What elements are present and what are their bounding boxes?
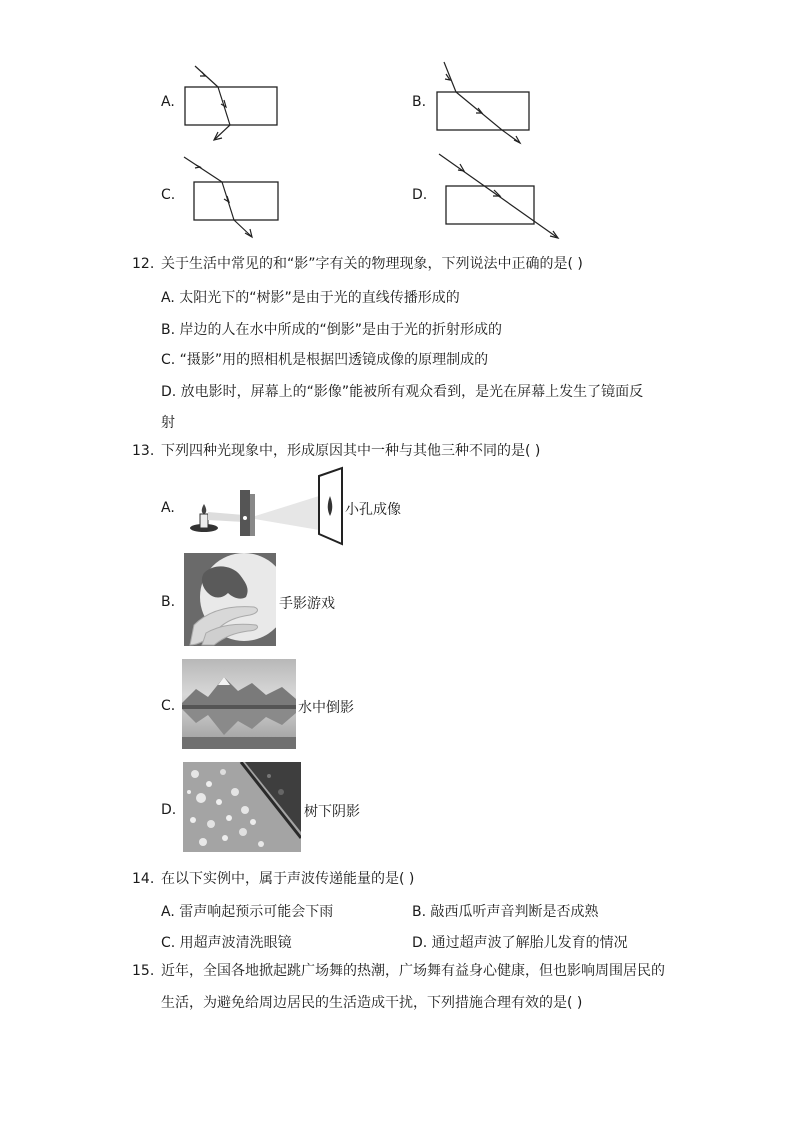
q13-option-a-caption: 小孔成像 bbox=[345, 502, 401, 518]
q14-stem: 在以下实例中，属于声波传递能量的是( ) bbox=[161, 871, 415, 887]
q12-option-d: D. 放电影时，屏幕上的“影像”能被所有观众看到，是光在屏幕上发生了镜面反 bbox=[161, 384, 644, 400]
q11-option-a-letter: A. bbox=[161, 94, 175, 110]
q12-number: 12. bbox=[132, 256, 155, 272]
q14-option-c: C. 用超声波清洗眼镜 bbox=[161, 935, 292, 951]
q11-option-c-letter: C. bbox=[161, 187, 176, 203]
q12-option-c: C. “摄影”用的照相机是根据凹透镜成像的原理制成的 bbox=[161, 352, 489, 368]
q14-option-d: D. 通过超声波了解胎儿发育的情况 bbox=[412, 935, 628, 951]
q13-option-a-letter: A. bbox=[161, 500, 175, 516]
q14-option-b: B. 敲西瓜听声音判断是否成熟 bbox=[412, 904, 599, 920]
q15-stem-line2: 生活，为避免给周边居民的生活造成干扰，下列措施合理有效的是( ) bbox=[161, 995, 583, 1011]
q13-number: 13. bbox=[132, 443, 155, 459]
pinhole-camera-icon bbox=[184, 468, 344, 546]
q13-option-d-caption: 树下阴影 bbox=[304, 804, 360, 820]
q12-option-a: A. 太阳光下的“树影”是由于光的直线传播形成的 bbox=[161, 290, 460, 306]
hand-shadow-photo bbox=[184, 553, 276, 646]
q11-option-b-letter: B. bbox=[412, 94, 427, 110]
tree-shadow-photo bbox=[183, 762, 301, 852]
q12-option-d-continued: 射 bbox=[161, 415, 175, 431]
refraction-diagram-a-icon bbox=[180, 62, 290, 142]
water-reflection-photo bbox=[182, 659, 296, 749]
q11-option-d-letter: D. bbox=[412, 187, 428, 203]
q13-stem: 下列四种光现象中，形成原因其中一种与其他三种不同的是( ) bbox=[161, 443, 541, 459]
q15-number: 15. bbox=[132, 963, 155, 979]
q13-option-d-letter: D. bbox=[161, 802, 177, 818]
refraction-diagram-d-icon bbox=[434, 152, 564, 242]
q13-option-b-letter: B. bbox=[161, 594, 176, 610]
q12-stem: 关于生活中常见的和“影”字有关的物理现象，下列说法中正确的是( ) bbox=[161, 256, 583, 272]
q12-option-b: B. 岸边的人在水中所成的“倒影”是由于光的折射形成的 bbox=[161, 322, 503, 338]
refraction-diagram-b-icon bbox=[434, 60, 534, 145]
refraction-diagram-c-icon bbox=[180, 155, 290, 240]
q13-option-c-letter: C. bbox=[161, 698, 176, 714]
q13-option-c-caption: 水中倒影 bbox=[298, 700, 354, 716]
q14-option-a: A. 雷声响起预示可能会下雨 bbox=[161, 904, 334, 920]
q13-option-b-caption: 手影游戏 bbox=[279, 596, 335, 612]
q15-stem-line1: 近年，全国各地掀起跳广场舞的热潮，广场舞有益身心健康，但也影响周围居民的 bbox=[161, 963, 665, 979]
q14-number: 14. bbox=[132, 871, 155, 887]
